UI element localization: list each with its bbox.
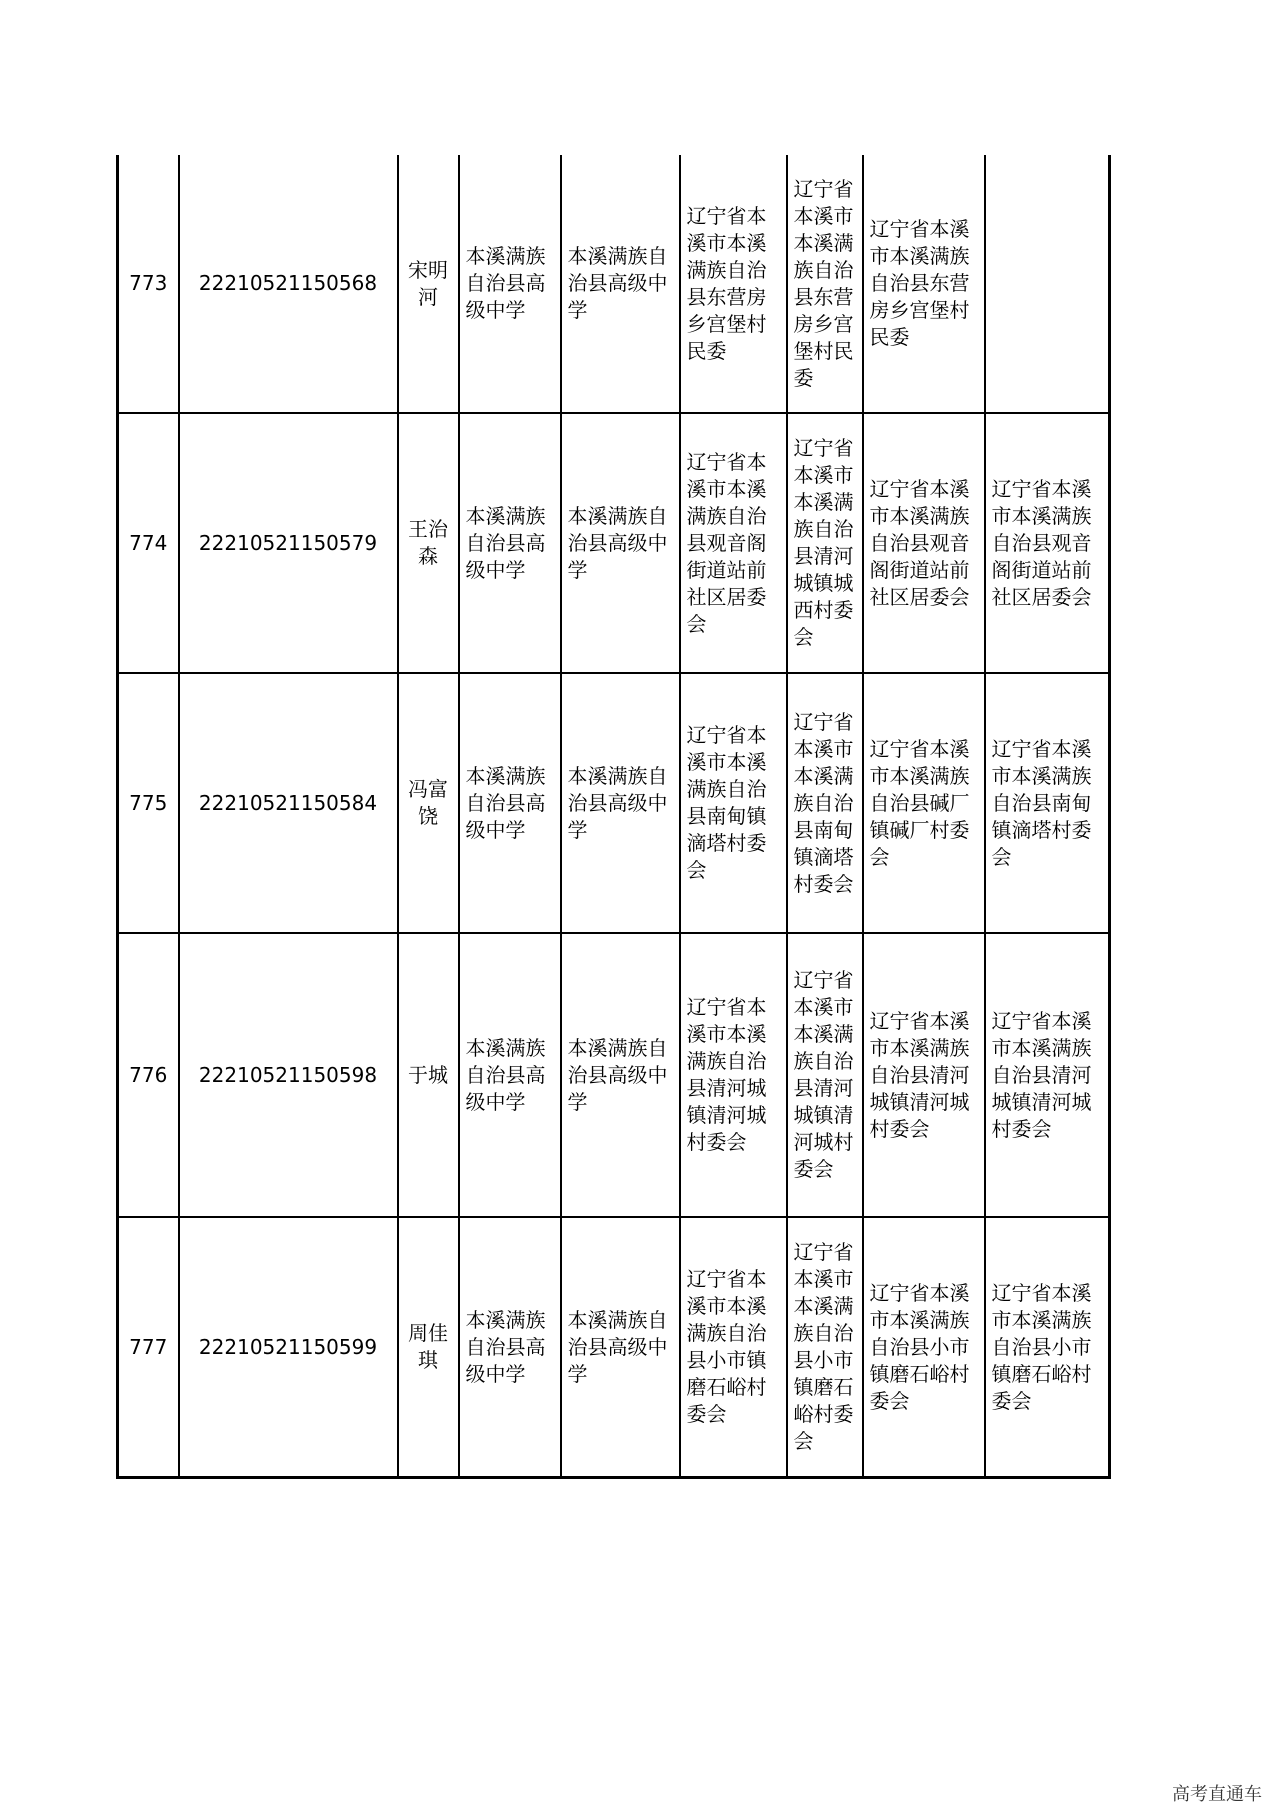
table-row xyxy=(118,155,1110,413)
table-row xyxy=(118,933,1110,1217)
cell-address-3: 辽宁省本溪市本溪满族自治县小市镇磨石峪村委会 xyxy=(863,1217,985,1478)
cell-address-2: 辽宁省本溪市本溪满族自治县清河城镇清河城村委会 xyxy=(787,933,863,1217)
cell-address-2: 辽宁省本溪市本溪满族自治县东营房乡宫堡村民委 xyxy=(787,155,863,413)
cell-name: 于城 xyxy=(398,933,459,1217)
cell-exam-id: 22210521150579 xyxy=(179,413,398,673)
cell-exam-id: 22210521150568 xyxy=(179,155,398,413)
cell-school-2: 本溪满族自治县高级中学 xyxy=(561,1217,680,1478)
cell-number: 776 xyxy=(118,933,179,1217)
cell-address-2: 辽宁省本溪市本溪满族自治县小市镇磨石峪村委会 xyxy=(787,1217,863,1478)
cell-address-1: 辽宁省本溪市本溪满族自治县南甸镇滴塔村委会 xyxy=(680,673,787,933)
cell-address-3: 辽宁省本溪市本溪满族自治县清河城镇清河城村委会 xyxy=(863,933,985,1217)
cell-school: 本溪满族自治县高级中学 xyxy=(459,155,561,413)
cell-school-2: 本溪满族自治县高级中学 xyxy=(561,933,680,1217)
cell-name: 周佳琪 xyxy=(398,1217,459,1478)
table-row xyxy=(118,1217,1110,1478)
cell-number: 773 xyxy=(118,155,179,413)
cell-exam-id: 22210521150599 xyxy=(179,1217,398,1478)
cell-address-1: 辽宁省本溪市本溪满族自治县小市镇磨石峪村委会 xyxy=(680,1217,787,1478)
cell-name: 王治森 xyxy=(398,413,459,673)
cell-address-2: 辽宁省本溪市本溪满族自治县清河城镇城西村委会 xyxy=(787,413,863,673)
cell-exam-id: 22210521150598 xyxy=(179,933,398,1217)
cell-address-2: 辽宁省本溪市本溪满族自治县南甸镇滴塔村委会 xyxy=(787,673,863,933)
watermark-text: 高考直通车 xyxy=(1172,1784,1262,1805)
cell-number: 775 xyxy=(118,673,179,933)
table-row xyxy=(118,413,1110,673)
cell-number: 777 xyxy=(118,1217,179,1478)
table-row xyxy=(118,673,1110,933)
cell-address-4: 辽宁省本溪市本溪满族自治县观音阁街道站前社区居委会 xyxy=(985,413,1110,673)
cell-school: 本溪满族自治县高级中学 xyxy=(459,1217,561,1478)
cell-number: 774 xyxy=(118,413,179,673)
cell-name: 冯富饶 xyxy=(398,673,459,933)
cell-address-3: 辽宁省本溪市本溪满族自治县观音阁街道站前社区居委会 xyxy=(863,413,985,673)
cell-address-1: 辽宁省本溪市本溪满族自治县清河城镇清河城村委会 xyxy=(680,933,787,1217)
cell-address-3: 辽宁省本溪市本溪满族自治县东营房乡宫堡村民委 xyxy=(863,155,985,413)
roster-table xyxy=(116,155,1111,1479)
cell-address-3: 辽宁省本溪市本溪满族自治县碱厂镇碱厂村委会 xyxy=(863,673,985,933)
cell-school: 本溪满族自治县高级中学 xyxy=(459,413,561,673)
cell-school: 本溪满族自治县高级中学 xyxy=(459,673,561,933)
cell-school-2: 本溪满族自治县高级中学 xyxy=(561,673,680,933)
cell-school: 本溪满族自治县高级中学 xyxy=(459,933,561,1217)
cell-address-4: 辽宁省本溪市本溪满族自治县南甸镇滴塔村委会 xyxy=(985,673,1110,933)
cell-address-4: 辽宁省本溪市本溪满族自治县小市镇磨石峪村委会 xyxy=(985,1217,1110,1478)
cell-exam-id: 22210521150584 xyxy=(179,673,398,933)
cell-address-1: 辽宁省本溪市本溪满族自治县东营房乡宫堡村民委 xyxy=(680,155,787,413)
cell-school-2: 本溪满族自治县高级中学 xyxy=(561,155,680,413)
cell-address-4: 辽宁省本溪市本溪满族自治县清河城镇清河城村委会 xyxy=(985,933,1110,1217)
cell-name: 宋明河 xyxy=(398,155,459,413)
cell-address-4 xyxy=(985,155,1110,413)
cell-address-1: 辽宁省本溪市本溪满族自治县观音阁街道站前社区居委会 xyxy=(680,413,787,673)
cell-school-2: 本溪满族自治县高级中学 xyxy=(561,413,680,673)
